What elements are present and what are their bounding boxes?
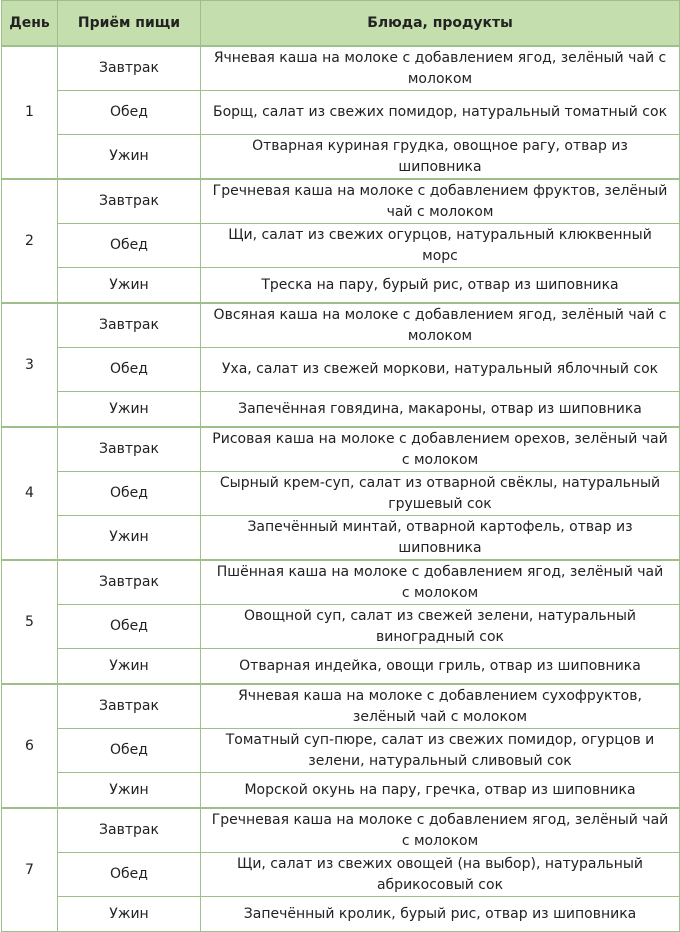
menu-table [1, 0, 680, 932]
dish-text: Отварная куриная грудка, овощное рагу, отвар из шиповника [201, 135, 680, 180]
table-row [2, 427, 680, 472]
day-number: 4 [2, 427, 58, 560]
dish-text: Уха, салат из свежей моркови, натуральный яблочный сок [201, 348, 680, 392]
table-row [2, 348, 680, 392]
meal-name: Обед [58, 605, 201, 649]
meal-name: Ужин [58, 135, 201, 180]
table-row [2, 560, 680, 605]
meal-name: Ужин [58, 773, 201, 809]
dish-text: Щи, салат из свежих овощей (на выбор), натуральный абрикосовый сок [201, 853, 680, 897]
dish-text: Запечённый минтай, отварной картофель, отвар из шиповника [201, 516, 680, 561]
table-row [2, 392, 680, 428]
meal-name: Обед [58, 729, 201, 773]
day-number: 6 [2, 684, 58, 808]
dish-text: Томатный суп-пюре, салат из свежих помидор, огурцов и зелени, натуральный сливовый сок [201, 729, 680, 773]
table-row [2, 897, 680, 932]
header-dishes: Блюда, продукты [201, 1, 680, 47]
meal-name: Обед [58, 472, 201, 516]
meal-name: Ужин [58, 897, 201, 932]
dish-text: Щи, салат из свежих огурцов, натуральный клюквенный морс [201, 224, 680, 268]
dish-text: Борщ, салат из свежих помидор, натуральный томатный сок [201, 91, 680, 135]
table-row [2, 46, 680, 91]
header-day: День [2, 1, 58, 47]
table-row [2, 684, 680, 729]
dish-text: Рисовая каша на молоке с добавлением орехов, зелёный чай с молоком [201, 427, 680, 472]
dish-text: Морской окунь на пару, гречка, отвар из шиповника [201, 773, 680, 809]
meal-name: Ужин [58, 392, 201, 428]
dish-text: Сырный крем-суп, салат из отварной свёклы, натуральный грушевый сок [201, 472, 680, 516]
meal-name: Завтрак [58, 427, 201, 472]
dish-text: Пшённая каша на молоке с добавлением ягод, зелёный чай с молоком [201, 560, 680, 605]
meal-name: Ужин [58, 649, 201, 685]
meal-name: Обед [58, 853, 201, 897]
table-row [2, 773, 680, 809]
dish-text: Запечённый кролик, бурый рис, отвар из шиповника [201, 897, 680, 932]
meal-name: Завтрак [58, 808, 201, 853]
table-row [2, 729, 680, 773]
table-row [2, 303, 680, 348]
day-number: 5 [2, 560, 58, 684]
meal-name: Обед [58, 348, 201, 392]
meal-name: Ужин [58, 516, 201, 561]
table-row [2, 224, 680, 268]
dish-text: Гречневая каша на молоке с добавлением фруктов, зелёный чай с молоком [201, 179, 680, 224]
day-number: 7 [2, 808, 58, 932]
meal-name: Завтрак [58, 560, 201, 605]
dish-text: Овсяная каша на молоке с добавлением ягод, зелёный чай с молоком [201, 303, 680, 348]
dish-text: Ячневая каша на молоке с добавлением ягод, зелёный чай с молоком [201, 46, 680, 91]
meal-name: Обед [58, 224, 201, 268]
header-row [2, 1, 680, 47]
table-row [2, 179, 680, 224]
table-row [2, 472, 680, 516]
meal-name: Завтрак [58, 179, 201, 224]
table-row [2, 853, 680, 897]
dish-text: Запечённая говядина, макароны, отвар из шиповника [201, 392, 680, 428]
meal-name: Обед [58, 91, 201, 135]
table-row [2, 91, 680, 135]
dish-text: Отварная индейка, овощи гриль, отвар из шиповника [201, 649, 680, 685]
dish-text: Овощной суп, салат из свежей зелени, натуральный виноградный сок [201, 605, 680, 649]
day-number: 2 [2, 179, 58, 303]
table-row [2, 605, 680, 649]
meal-name: Завтрак [58, 303, 201, 348]
meal-name: Завтрак [58, 684, 201, 729]
table-row [2, 649, 680, 685]
dish-text: Гречневая каша на молоке с добавлением ягод, зелёный чай с молоком [201, 808, 680, 853]
table-row [2, 808, 680, 853]
day-number: 1 [2, 46, 58, 179]
meal-name: Завтрак [58, 46, 201, 91]
table-row [2, 268, 680, 304]
meal-name: Ужин [58, 268, 201, 304]
header-meal: Приём пищи [58, 1, 201, 47]
day-number: 3 [2, 303, 58, 427]
dish-text: Треска на пару, бурый рис, отвар из шиповника [201, 268, 680, 304]
table-row [2, 135, 680, 180]
table-row [2, 516, 680, 561]
dish-text: Ячневая каша на молоке с добавлением сухофруктов, зелёный чай с молоком [201, 684, 680, 729]
